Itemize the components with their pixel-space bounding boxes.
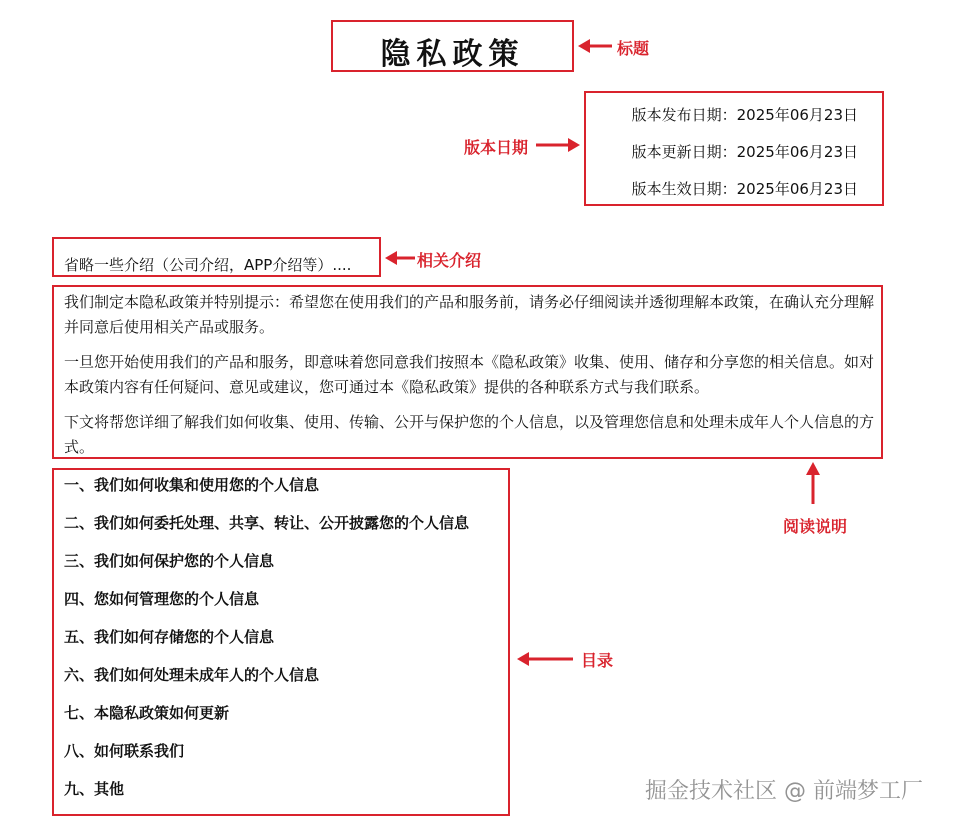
title-box <box>331 20 574 72</box>
reading-paragraph: 一旦您开始使用我们的产品和服务，即意味着您同意我们按照本《隐私政策》收集、使用、储存和分享您的相关信息。如对本政策内容有任何疑问、意见或建议，您可通过本《隐私政策》提供的各种联系方式与我们联系。 <box>64 353 875 396</box>
page-title: 隐私政策 <box>380 37 525 72</box>
intro-arrow-icon <box>385 250 415 266</box>
toc-item[interactable]: 九、其他 <box>64 780 125 798</box>
intro-box <box>52 237 381 277</box>
toc-item[interactable]: 四、您如何管理您的个人信息 <box>64 590 260 608</box>
date-effective: 版本生效日期：2025年06月23日 <box>631 180 858 198</box>
date-updated: 版本更新日期：2025年06月23日 <box>631 143 858 161</box>
toc-arrow-icon <box>517 651 573 667</box>
annotation-reading-notes: 阅读说明 <box>783 517 848 536</box>
title-arrow-icon <box>578 38 614 54</box>
toc-box <box>52 468 510 816</box>
toc-item[interactable]: 八、如何联系我们 <box>64 742 185 760</box>
annotation-toc: 目录 <box>581 651 614 670</box>
version-dates-box <box>584 91 884 206</box>
toc-item[interactable]: 一、我们如何收集和使用您的个人信息 <box>64 476 320 494</box>
watermark: 掘金技术社区 @ 前端梦工厂 <box>645 779 923 804</box>
annotation-version-dates: 版本日期 <box>464 138 529 157</box>
version-dates-arrow-icon <box>536 137 580 153</box>
toc-item[interactable]: 七、本隐私政策如何更新 <box>64 704 230 722</box>
intro-text: 省略一些介绍（公司介绍，APP介绍等）.... <box>64 256 352 274</box>
toc-item[interactable]: 六、我们如何处理未成年人的个人信息 <box>64 666 320 684</box>
reading-paragraph: 下文将帮您详细了解我们如何收集、使用、传输、公开与保护您的个人信息，以及管理您信息和处理未成年人个人信息的方式。 <box>64 413 875 456</box>
reading-notes-arrow-icon <box>805 462 821 504</box>
reading-notes-box <box>52 285 883 459</box>
date-published: 版本发布日期：2025年06月23日 <box>631 106 858 124</box>
toc-item[interactable]: 五、我们如何存储您的个人信息 <box>64 628 275 646</box>
toc-item[interactable]: 二、我们如何委托处理、共享、转让、公开披露您的个人信息 <box>64 514 470 532</box>
reading-paragraph: 我们制定本隐私政策并特别提示：希望您在使用我们的产品和服务前，请务必仔细阅读并透彻理解本政策，在确认充分理解并同意后使用相关产品或服务。 <box>64 293 875 336</box>
annotation-related-intro: 相关介绍 <box>417 251 482 270</box>
toc-item[interactable]: 三、我们如何保护您的个人信息 <box>64 552 275 570</box>
annotation-title: 标题 <box>617 39 650 58</box>
